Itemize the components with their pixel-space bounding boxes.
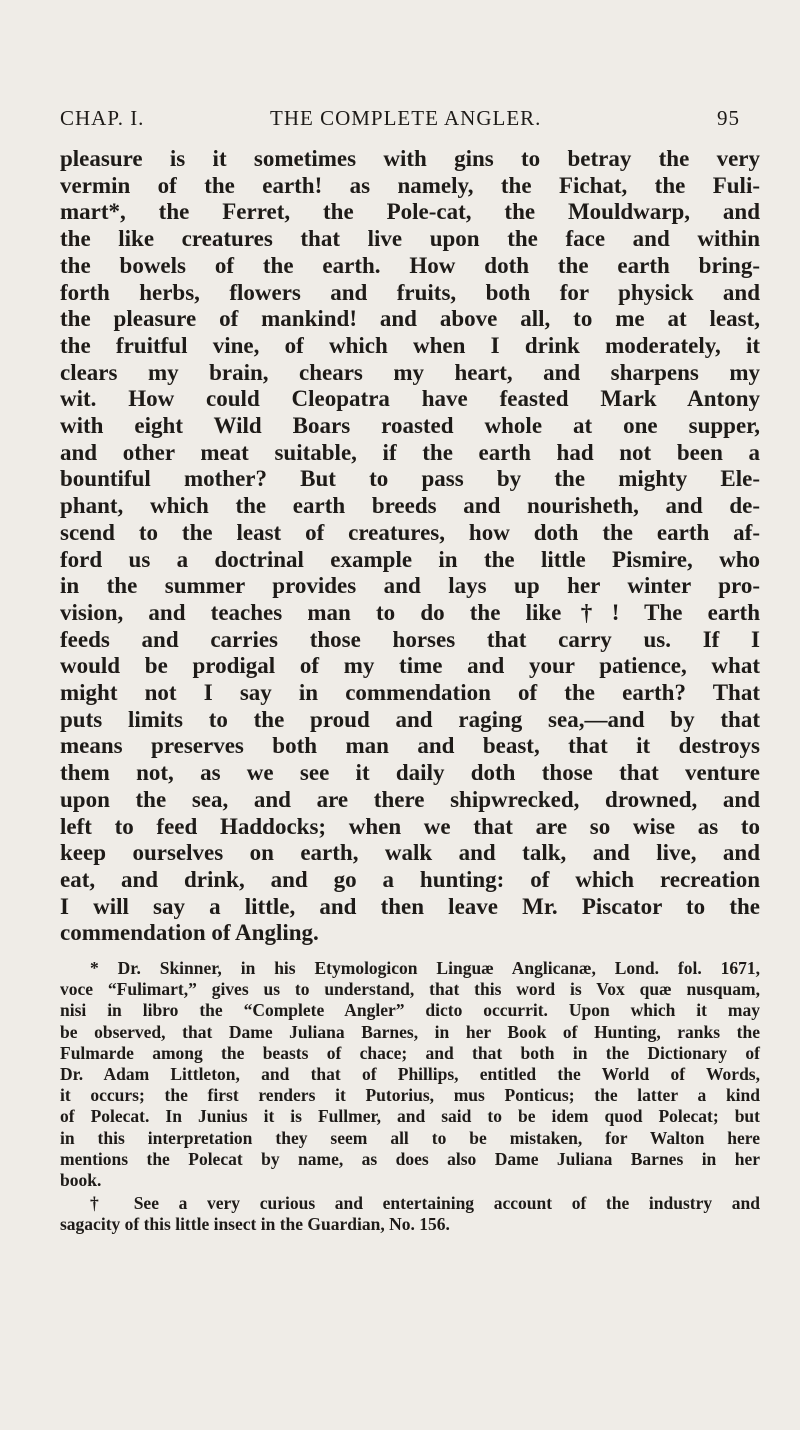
body-line: feeds and carries those horses that carry us. If I bbox=[60, 626, 760, 652]
footnote-line: in this interpretation they seem all to be mistaken, for Walton here bbox=[60, 1127, 760, 1148]
footnotes bbox=[60, 958, 760, 1236]
page-number: 95 bbox=[717, 106, 740, 130]
chapter-label: CHAP. I. bbox=[60, 106, 145, 130]
body-line: vision, and teaches man to do the like†! The earth bbox=[60, 599, 760, 625]
body-line: keep ourselves on earth, walk and talk, and live, and bbox=[60, 840, 760, 866]
footnote-skinner bbox=[60, 958, 760, 1191]
body-line: with eight Wild Boars roasted whole at one supper, bbox=[60, 413, 760, 439]
footnote-guardian bbox=[60, 1193, 760, 1235]
body-line: ford us a doctrinal example in the little Pismire, who bbox=[60, 546, 760, 572]
body-line: forth herbs, flowers and fruits, both for physick and bbox=[60, 279, 760, 305]
body-line: wit. How could Cleopatra have feasted Mark Antony bbox=[60, 386, 760, 412]
footnote-line: Dr. Adam Littleton, and that of Phillips, entitled the World of Words, bbox=[60, 1064, 760, 1085]
body-line: eat, and drink, and go a hunting: of which recreation bbox=[60, 866, 760, 892]
body-line: bountiful mother? But to pass by the mighty Ele- bbox=[60, 466, 760, 492]
body-line: commendation of Angling. bbox=[60, 920, 319, 946]
body-line: puts limits to the proud and raging sea,—and by that bbox=[60, 706, 760, 732]
body-line: might not I say in commendation of the earth? That bbox=[60, 680, 760, 706]
body-line: scend to the least of creatures, how doth the earth af- bbox=[60, 519, 760, 545]
footnote-line: it occurs; the first renders it Putorius, mus Ponticus; the latter a kind bbox=[60, 1085, 760, 1106]
running-head bbox=[60, 106, 740, 134]
main-paragraph bbox=[60, 146, 760, 947]
body-line: clears my brain, chears my heart, and sharpens my bbox=[60, 359, 760, 385]
body-line: means preserves both man and beast, that it destroys bbox=[60, 733, 760, 759]
body-line: vermin of the earth! as namely, the Fichat, the Fuli- bbox=[60, 172, 760, 198]
footnote-line: of Polecat. In Junius it is Fullmer, and said to be idem quod Polecat; but bbox=[60, 1106, 760, 1127]
footnote-line: book. bbox=[60, 1170, 102, 1191]
body-line: the fruitful vine, of which when I drink moderately, it bbox=[60, 332, 760, 358]
footnote-line: mentions the Polecat by name, as does also Dame Juliana Barnes in her bbox=[60, 1148, 760, 1169]
body-line: mart*, the Ferret, the Pole-cat, the Mouldwarp, and bbox=[60, 199, 760, 225]
body-line: pleasure is it sometimes with gins to betray the very bbox=[60, 146, 760, 171]
body-line: them not, as we see it daily doth those that venture bbox=[60, 760, 760, 786]
body-line: in the summer provides and lays up her winter pro- bbox=[60, 573, 760, 599]
footnote-line: be observed, that Dame Juliana Barnes, in her Book of Hunting, ranks the bbox=[60, 1021, 760, 1042]
body-line: the bowels of the earth. How doth the earth bring- bbox=[60, 252, 760, 278]
footnote-line: voce “Fulimart,” gives us to understand, that this word is Vox quæ nusquam, bbox=[60, 979, 760, 1000]
body-line: I will say a little, and then leave Mr. Piscator to the bbox=[60, 893, 760, 919]
footnote-line: nisi in libro the “Complete Angler” dicto occurrit. Upon which it may bbox=[60, 1000, 760, 1021]
footnote-line: Fulmarde among the beasts of chace; and that both in the Dictionary of bbox=[60, 1042, 760, 1063]
body-line: phant, which the earth breeds and nourisheth, and de- bbox=[60, 493, 760, 519]
body-line: the pleasure of mankind! and above all, to me at least, bbox=[60, 306, 760, 332]
body-line: and other meat suitable, if the earth had not been a bbox=[60, 439, 760, 465]
footnote-line: † See a very curious and entertaining account of the industry and bbox=[90, 1193, 760, 1214]
book-title: THE COMPLETE ANGLER. bbox=[270, 106, 542, 130]
footnote-line: * Dr. Skinner, in his Etymologicon Linguæ Anglicanæ, Lond. fol. 1671, bbox=[90, 958, 760, 978]
body-line: would be prodigal of my time and your patience, what bbox=[60, 653, 760, 679]
body-line: left to feed Haddocks; when we that are so wise as to bbox=[60, 813, 760, 839]
body-line: upon the sea, and are there shipwrecked, drowned, and bbox=[60, 786, 760, 812]
body-line: the like creatures that live upon the face and within bbox=[60, 226, 760, 252]
footnote-line: sagacity of this little insect in the Guardian, No. 156. bbox=[60, 1214, 450, 1235]
